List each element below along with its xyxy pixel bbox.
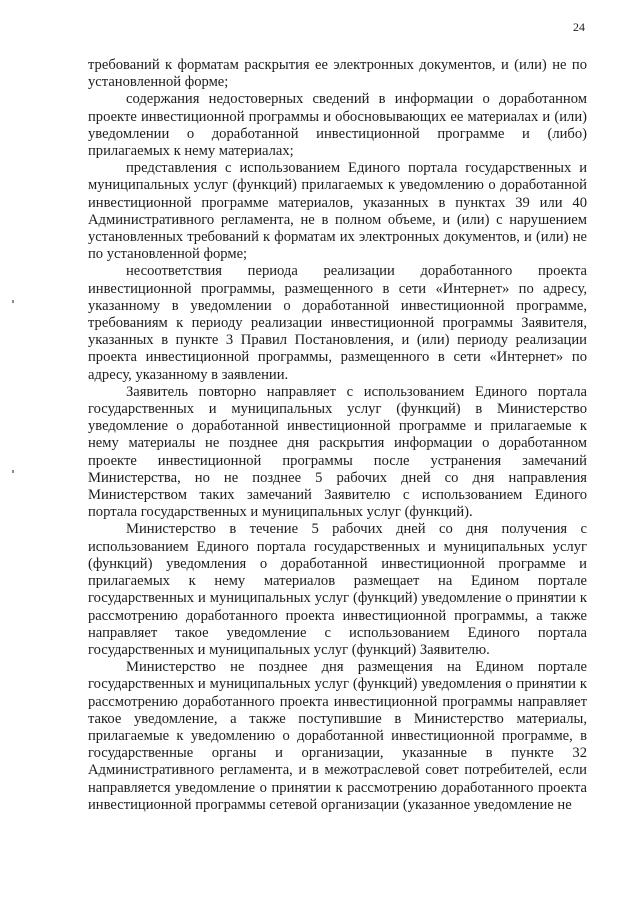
page-number: 24 bbox=[573, 20, 585, 34]
document-body bbox=[88, 57, 587, 814]
paragraph: несоответствия периода реализации доработанного проекта инвестиционной программы, размещенного в сети «Интернет» по адресу, указанному в уведомлении о доработанной инвестиционной программе, требованиям к периоду реализации инвестиционной программы Заявителя, указанных в пункте 3 Правил Постановления, и (или) периоду реализации проекта инвестиционной программы, размещенного в сети «Интернет» по адресу, указанному в заявлении. bbox=[88, 263, 587, 383]
paragraph: представления с использованием Единого портала государственных и муниципальных услуг (функций) прилагаемых к уведомлению о доработанной инвестиционной программе материалов, указанных в пунктах 39 или 40 Административного регламента, не в полном объеме, и (или) с нарушением установленных требований к форматам их электронных документов, и (или) не по установленной форме; bbox=[88, 160, 587, 263]
paragraph: требований к форматам раскрытия ее электронных документов, и (или) не по установленной форме; bbox=[88, 57, 587, 91]
paragraph: Заявитель повторно направляет с использованием Единого портала государственных и муниципальных услуг (функций) в Министерство уведомление о доработанной инвестиционной программе и прилагаемые к нему материалы не позднее дня раскрытия информации о доработанном проекте инвестиционной программы после устранения замечаний Министерства, но не позднее 5 рабочих дней со дня направления Министерством таких замечаний Заявителю с использованием Единого портала государственных и муниципальных услуг (функций). bbox=[88, 383, 587, 521]
paragraph: содержания недостоверных сведений в информации о доработанном проекте инвестиционной программы и обосновывающих ее материалах и (или) уведомлении о доработанной инвестиционной программе и (либо) прилагаемых к нему материалах; bbox=[88, 91, 587, 160]
paragraph: Министерство в течение 5 рабочих дней со дня получения с использованием Единого портала государственных и муниципальных услуг (функций) уведомления о доработанной инвестиционной программе и прилагаемых к нему материалов размещает на Едином портале государственных и муниципальных услуг (функций) уведомление о принятии к рассмотрению доработанного проекта инвестиционной программы, а также направляет такое уведомление с использованием Единого портала государственных и муниципальных услуг (функций) Заявителю. bbox=[88, 521, 587, 658]
paragraph: Министерство не позднее дня размещения на Едином портале государственных и муниципальных услуг (функций) уведомления о принятии к рассмотрению доработанного проекта инвестиционной программы направляет такое уведомление, а также поступившие в Министерство материалы, прилагаемые к уведомлению о доработанной инвестиционной программе, в государственные органы и организации, указанные в пункте 32 Административного регламента, и в межотраслевой совет потребителей, если направляется уведомление о принятии к рассмотрению доработанного проекта инвестиционной программы сетевой организации (указанное уведомление не bbox=[88, 659, 587, 813]
scan-margin-mark bbox=[12, 470, 14, 473]
scan-margin-mark bbox=[12, 300, 14, 303]
